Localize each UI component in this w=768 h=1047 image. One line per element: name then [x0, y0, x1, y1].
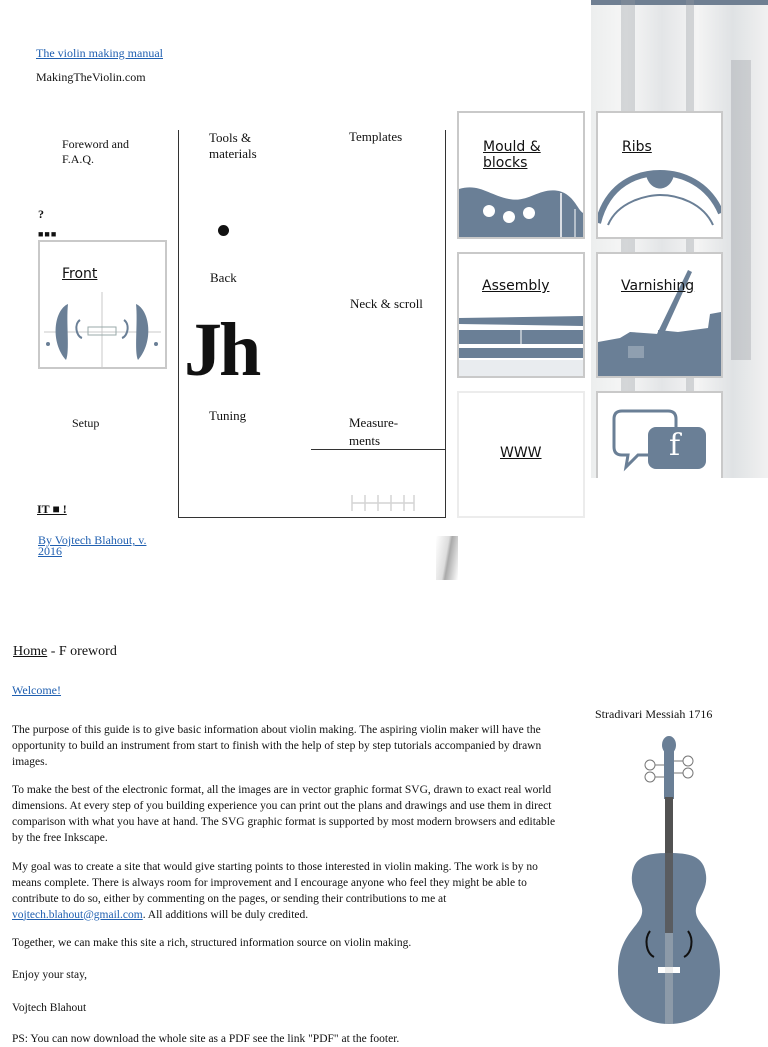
- bullet-dot: [218, 225, 229, 236]
- nav-measurements[interactable]: Measure-ments: [349, 415, 399, 448]
- paragraph-purpose: The purpose of this guide is to give basic information about violin making. The aspiring violin maker will have the opportunity to build an instrument from start to finish with the help of step by step tutorials accompanied by drawn images.: [12, 723, 542, 768]
- paragraph-signature: Vojtech Blahout: [12, 1001, 87, 1014]
- ribs-drawing: [598, 113, 721, 237]
- grid-line-left: [178, 130, 179, 518]
- tile-front[interactable]: [38, 240, 167, 369]
- tile-ribs-label[interactable]: Ribs: [622, 139, 652, 155]
- question-mark: ?: [38, 207, 44, 221]
- violin-caption: Stradivari Messiah 1716: [595, 707, 713, 721]
- author-link[interactable]: By Vojtech Blahout, v. 2016: [38, 533, 147, 558]
- nav-foreword[interactable]: Foreword and F.A.Q.: [62, 137, 129, 166]
- paragraph-format: To make the best of the electronic format, all the images are in vector graphic format SVG, drawn to exact real world dimensions. At every step of you building experience you can print out the plans and drawings and use them in direct comparison with what you have at hand. The SVG graphic format is supported by most modern browsers and editable by the free Inkscape.: [12, 783, 556, 844]
- tile-varnishing[interactable]: [596, 252, 723, 378]
- nav-neck-scroll[interactable]: Neck & scroll: [350, 296, 423, 311]
- mould-drawing: [459, 113, 583, 237]
- email-link[interactable]: vojtech.blahout@gmail.com: [12, 908, 143, 921]
- site-name: MakingTheViolin.com: [36, 70, 146, 84]
- paragraph-goal: [12, 859, 557, 923]
- chat-bubble-icon: [598, 393, 721, 478]
- breadcrumb-separator: -: [47, 644, 59, 659]
- tile-mould-label[interactable]: Mould & blocks: [483, 139, 541, 171]
- nav-templates[interactable]: Templates: [349, 129, 403, 144]
- tile-www-label[interactable]: WWW: [500, 445, 542, 461]
- violin-illustration: [610, 735, 728, 1024]
- nav-back[interactable]: Back: [210, 270, 237, 285]
- grid-line-bottom: [178, 517, 446, 518]
- nav-setup[interactable]: Setup: [72, 416, 100, 430]
- paragraph-goal-end: . All additions will be duly credited.: [142, 908, 309, 921]
- paragraph-enjoy: Enjoy your stay,: [12, 968, 87, 981]
- tile-facebook[interactable]: [596, 391, 723, 478]
- breadcrumb-current: F oreword: [58, 644, 117, 659]
- tile-www[interactable]: [457, 391, 585, 518]
- manual-link[interactable]: The violin making manual: [36, 46, 163, 60]
- tile-assembly[interactable]: [457, 252, 585, 378]
- tile-mould-blocks[interactable]: [457, 111, 585, 239]
- welcome-link[interactable]: Welcome!: [12, 683, 62, 697]
- tile-front-label[interactable]: Front: [62, 266, 98, 282]
- tile-varnishing-label[interactable]: Varnishing: [621, 278, 695, 294]
- photo-fragment: [436, 536, 458, 580]
- facebook-icon: f: [669, 428, 681, 463]
- breadcrumb-home[interactable]: Home: [13, 644, 48, 659]
- tile-ribs[interactable]: [596, 111, 723, 239]
- nav-tuning[interactable]: Tuning: [209, 408, 247, 423]
- photo-streak: [731, 60, 751, 360]
- nav-dots: ■■■: [38, 229, 58, 239]
- paragraph-together: Together, we can make this site a rich, structured information source on violin making.: [12, 936, 412, 949]
- ruler-icon: [350, 491, 416, 513]
- front-violin-drawing: [40, 242, 165, 367]
- nav-tools[interactable]: Tools & materials: [209, 130, 257, 161]
- paragraph-ps: PS: You can now download the whole site as a PDF see the link "PDF" at the footer.: [12, 1032, 400, 1045]
- top-accent-bar: [591, 0, 768, 5]
- assembly-drawing: [459, 254, 583, 376]
- breadcrumb: [13, 644, 117, 660]
- it-link[interactable]: IT ■ !: [37, 502, 67, 516]
- jh-logo: Jh: [184, 308, 259, 392]
- paragraph-goal-text: My goal was to create a site that would give starting points to those interested in violin making. The work is by no means complete. There is always room for improvement and I encourage anyone who feel they might be able to contribute to do so, either by commenting on the pages, or sending their contributions to me at: [12, 860, 538, 905]
- tile-assembly-label[interactable]: Assembly: [482, 278, 550, 294]
- varnishing-drawing: [598, 254, 721, 376]
- grid-line-right: [445, 130, 446, 518]
